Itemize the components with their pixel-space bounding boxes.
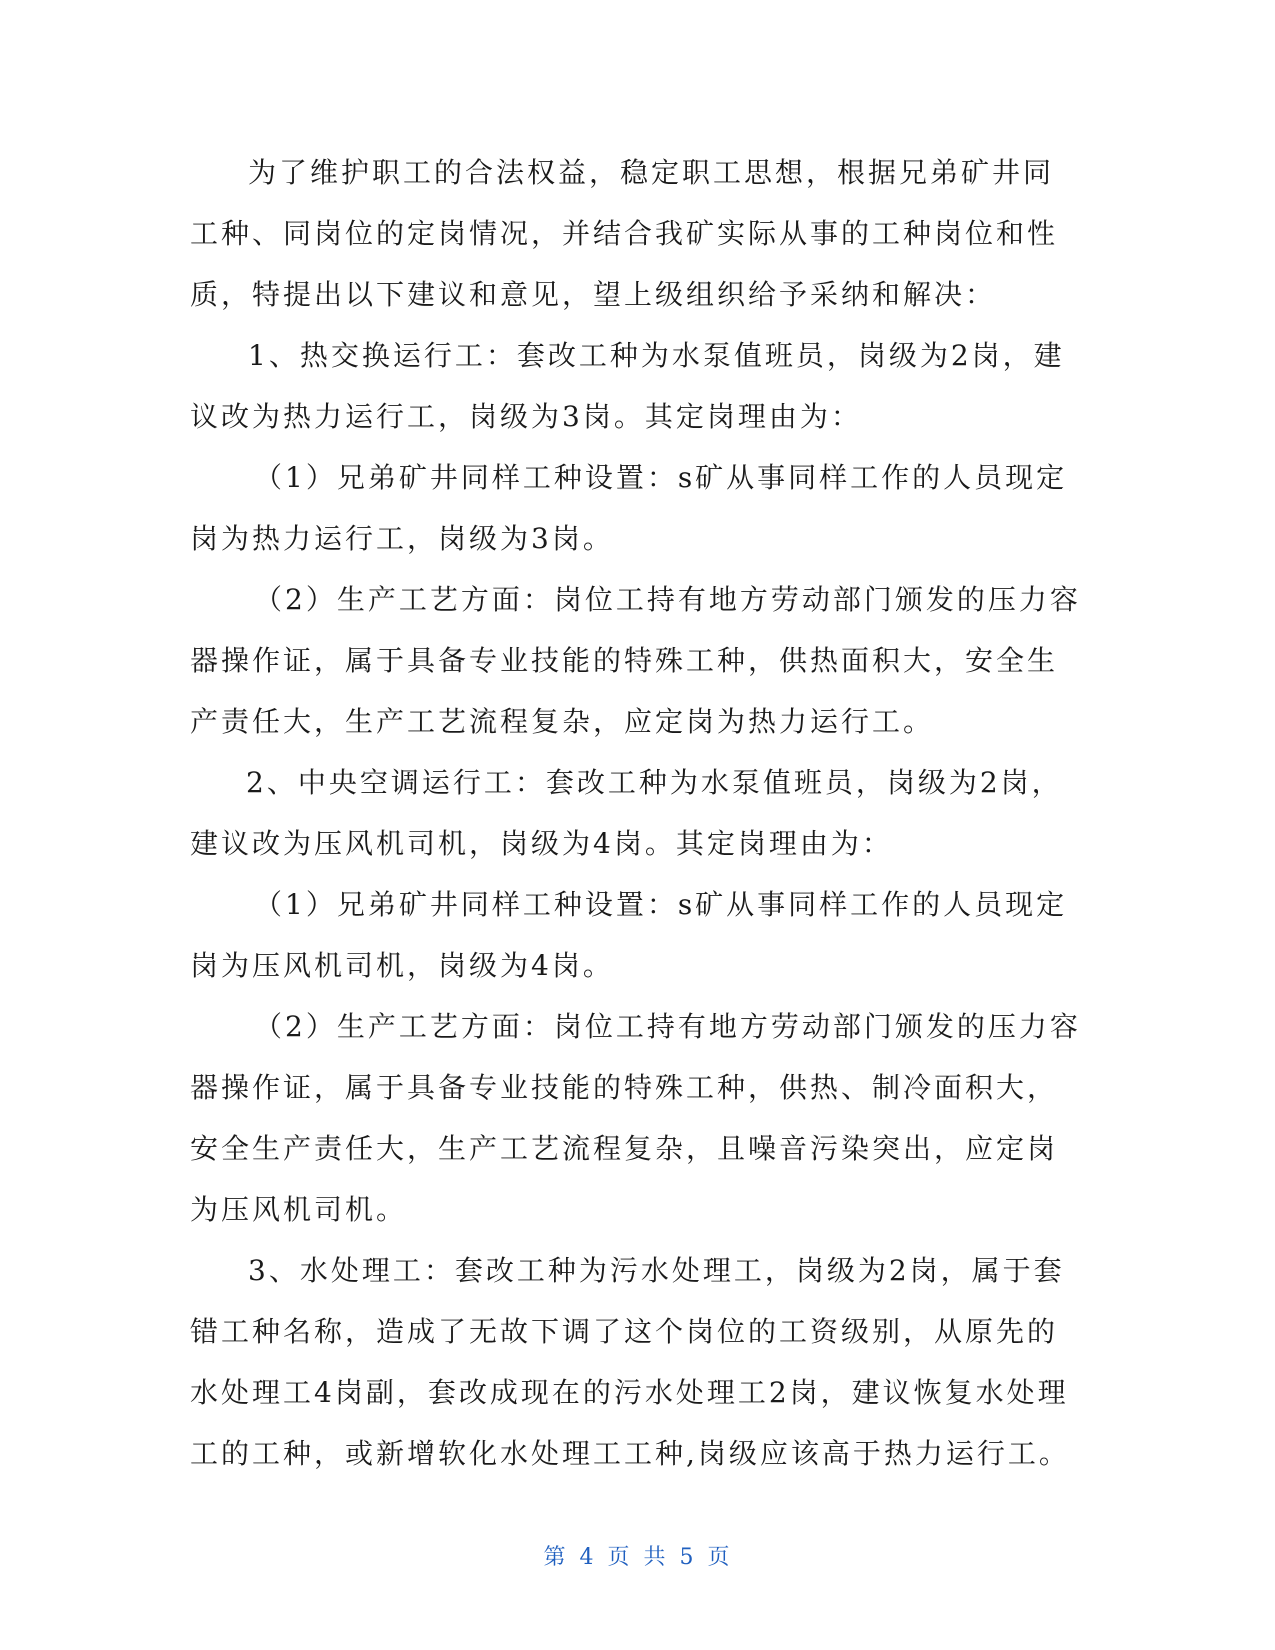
- paragraph-line: 产责任大，生产工艺流程复杂，应定岗为热力运行工。: [190, 705, 935, 738]
- paragraph-line: 为压风机司机。: [190, 1193, 408, 1226]
- paragraph-line: 水处理工4岗副，套改成现在的污水处理工2岗，建议恢复水处理: [190, 1376, 1069, 1409]
- footer-total-pages: 5: [679, 1545, 696, 1570]
- paragraph-line: 岗为压风机司机，岗级为4岗。: [190, 949, 614, 982]
- page-footer: [0, 1540, 1275, 1571]
- paragraph-line: （2）生产工艺方面：岗位工持有地方劳动部门颁发的压力容: [254, 1010, 1081, 1043]
- paragraph-line: 为了维护职工的合法权益，稳定职工思想，根据兄弟矿井同: [248, 156, 1055, 189]
- paragraph-line: 器操作证，属于具备专业技能的特殊工种，供热、制冷面积大，: [190, 1071, 1059, 1104]
- footer-prefix: 第: [543, 1545, 568, 1570]
- footer-page-label: 页: [607, 1545, 632, 1570]
- paragraph-line: 器操作证，属于具备专业技能的特殊工种，供热面积大，安全生: [190, 644, 1059, 677]
- paragraph-line: 工种、同岗位的定岗情况，并结合我矿实际从事的工种岗位和性: [190, 217, 1059, 250]
- paragraph-line: 质，特提出以下建议和意见，望上级组织给予采纳和解决：: [190, 278, 997, 311]
- paragraph-line: 工的工种，或新增软化水处理工工种,岗级应该高于热力运行工。: [190, 1437, 1070, 1470]
- paragraph-line: （1）兄弟矿井同样工种设置：s矿从事同样工作的人员现定: [254, 461, 1068, 494]
- paragraph-line: 岗为热力运行工，岗级为3岗。: [190, 522, 614, 555]
- footer-total-label: 共: [643, 1545, 668, 1570]
- paragraph-line: 3、水处理工：套改工种为污水处理工，岗级为2岗，属于套: [248, 1254, 1065, 1287]
- paragraph-line: 2、中央空调运行工：套改工种为水泵值班员，岗级为2岗，: [246, 766, 1063, 799]
- paragraph-line: （1）兄弟矿井同样工种设置：s矿从事同样工作的人员现定: [254, 888, 1068, 921]
- paragraph-line: 错工种名称，造成了无故下调了这个岗位的工资级别，从原先的: [190, 1315, 1059, 1348]
- paragraph-line: 安全生产责任大，生产工艺流程复杂，且噪音污染突出，应定岗: [190, 1132, 1059, 1165]
- paragraph-line: 建议改为压风机司机，岗级为4岗。其定岗理由为：: [190, 827, 893, 860]
- footer-suffix: 页: [707, 1545, 732, 1570]
- footer-current-page: 4: [579, 1545, 596, 1570]
- paragraph-line: 议改为热力运行工，岗级为3岗。其定岗理由为：: [190, 400, 862, 433]
- paragraph-line: 1、热交换运行工：套改工种为水泵值班员，岗级为2岗，建: [248, 339, 1065, 372]
- document-body: [190, 142, 1081, 1484]
- paragraph-line: （2）生产工艺方面：岗位工持有地方劳动部门颁发的压力容: [254, 583, 1081, 616]
